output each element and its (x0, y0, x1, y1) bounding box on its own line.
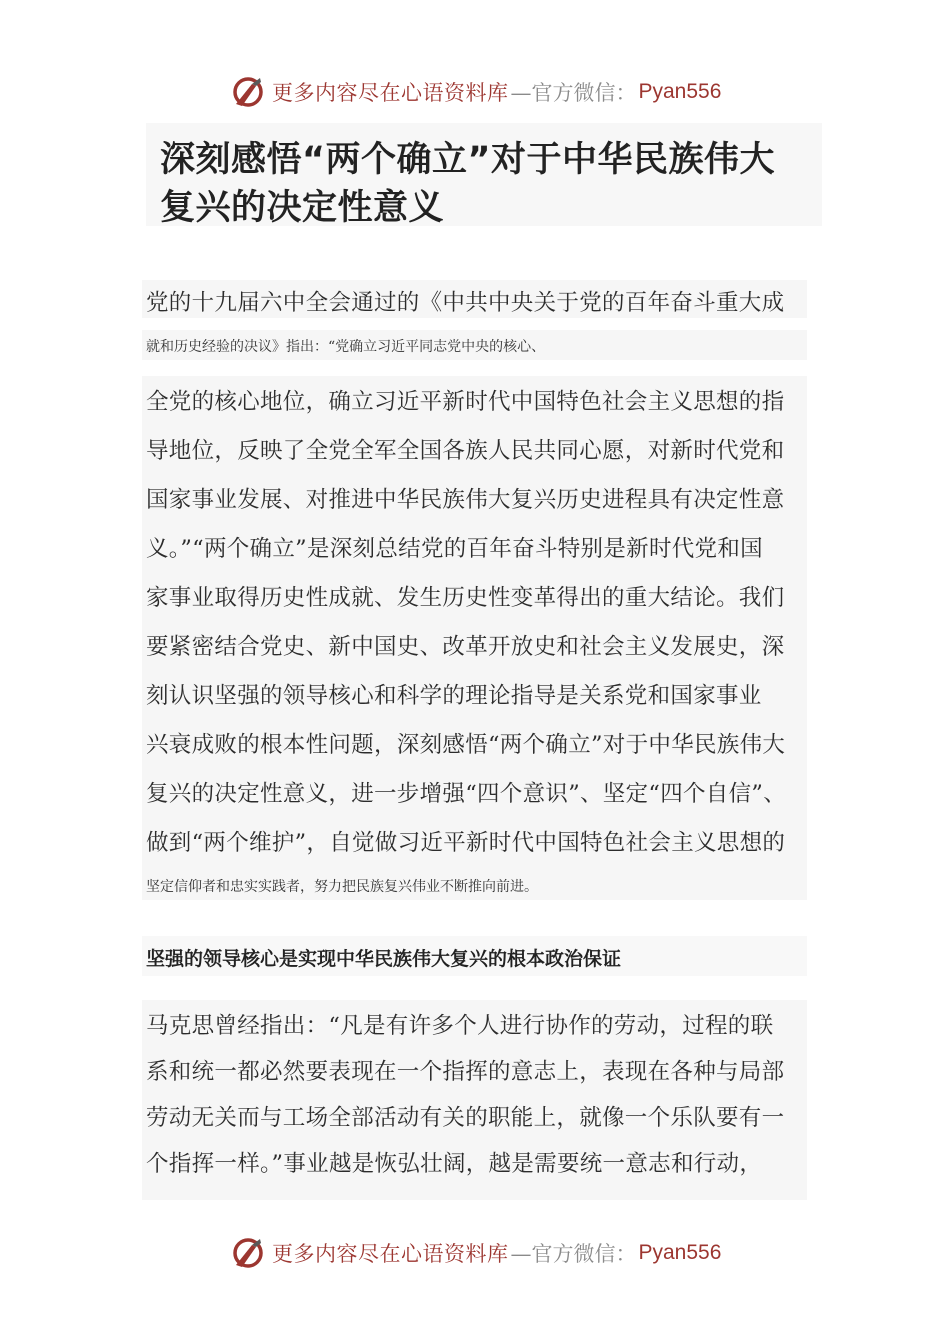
paragraph-1-line: 义。”“两个确立”是深刻总结党的百年奋斗特别是新时代党和国 (146, 536, 763, 562)
brush-logo-icon (230, 74, 266, 110)
paragraph-1-line: 刻认识坚强的领导核心和科学的理论指导是关系党和国家事业 (146, 683, 762, 709)
banner-wechat-label: —官方微信： (510, 81, 637, 105)
paragraph-1-line: 导地位，反映了全党全军全国各族人民共同心愿，对新时代党和 (146, 438, 785, 464)
paragraph-1-line: 家事业取得历史性成就、发生历史性变革得出的重大结论。我们 (146, 585, 785, 611)
paragraph-1-line: 全党的核心地位，确立习近平新时代中国特色社会主义思想的指 (146, 389, 785, 415)
paragraph-1-line: 要紧密结合党史、新中国史、改革开放史和社会主义发展史，深 (146, 634, 785, 660)
page-title-line-1: 深刻感悟“两个确立”对于中华民族伟大 (160, 140, 776, 180)
paragraph-1-line: 党的十九届六中全会通过的《中共中央关于党的百年奋斗重大成 (146, 290, 785, 316)
paragraph-1-line: 兴衰成败的根本性问题，深刻感悟“两个确立”对于中华民族伟大 (146, 732, 786, 758)
paragraph-2-line: 劳动无关而与工场全部活动有关的职能上，就像一个乐队要有一 (146, 1105, 785, 1131)
header-banner (230, 72, 730, 112)
banner-wechat-label: —官方微信： (510, 1242, 637, 1266)
paragraph-1-line: 坚定信仰者和忠实实践者，努力把民族复兴伟业不断推向前进。 (146, 879, 538, 895)
banner-wechat-id: Pyan556 (638, 80, 722, 103)
paragraph-1-line: 就和历史经验的决议》指出：“党确立习近平同志党中央的核心、 (146, 339, 546, 355)
paragraph-1-line: 国家事业发展、对推进中华民族伟大复兴历史进程具有决定性意 (146, 487, 785, 513)
section-heading: 坚强的领导核心是实现中华民族伟大复兴的根本政治保证 (146, 948, 622, 970)
banner-text: 更多内容尽在心语资料库 (272, 1242, 509, 1266)
footer-banner (230, 1233, 730, 1273)
brush-logo-icon (230, 1235, 266, 1271)
paragraph-1-line: 做到“两个维护”，自觉做习近平新时代中国特色社会主义思想的 (146, 830, 786, 856)
banner-wechat-id: Pyan556 (638, 1241, 722, 1264)
paragraph-1-line: 复兴的决定性意义，进一步增强“四个意识”、坚定“四个自信”、 (146, 781, 787, 807)
banner-text: 更多内容尽在心语资料库 (272, 81, 509, 105)
page-title-line-2: 复兴的决定性意义 (160, 188, 445, 228)
paragraph-2-line: 个指挥一样。”事业越是恢弘壮阔，越是需要统一意志和行动， (146, 1151, 763, 1177)
paragraph-2-line: 系和统一都必然要表现在一个指挥的意志上，表现在各种与局部 (146, 1059, 785, 1085)
paragraph-2-line: 马克思曾经指出：“凡是有许多个人进行协作的劳动，过程的联 (146, 1013, 774, 1039)
